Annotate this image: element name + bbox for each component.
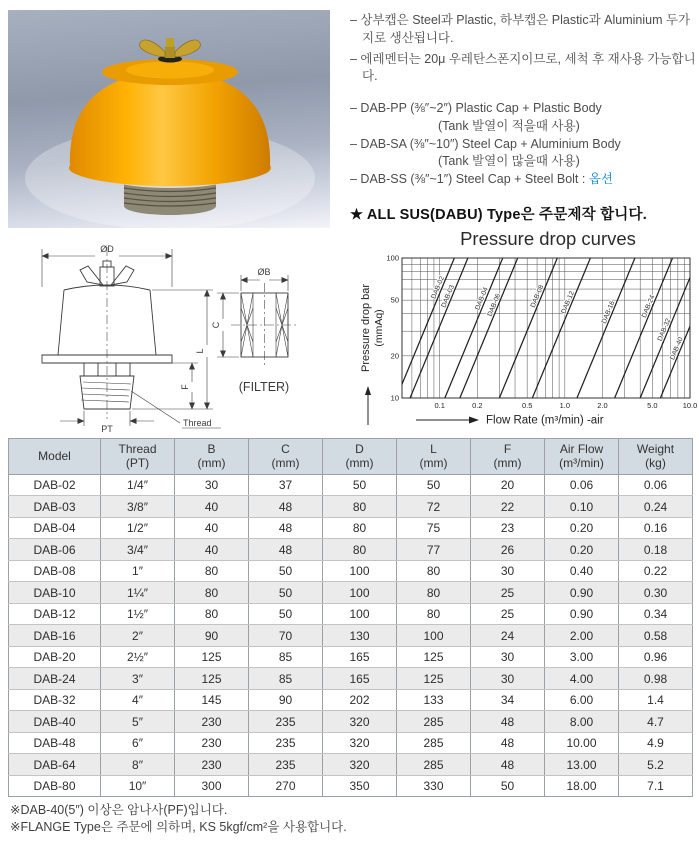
table-cell: 77 [397, 539, 471, 561]
model-variant-dab-pp: – DAB-PP (⅜″~2″) Plastic Cap + Plastic Body [350, 101, 602, 115]
table-cell: 48 [249, 496, 323, 518]
table-cell: DAB-02 [9, 474, 101, 496]
table-cell: 145 [175, 689, 249, 711]
table-cell: 3.00 [545, 646, 619, 668]
table-cell: 37 [249, 474, 323, 496]
table-cell: 80 [323, 517, 397, 539]
custom-order-note: ★ ALL SUS(DABU) Type은 주문제작 합니다. [350, 206, 647, 223]
table-cell: 48 [249, 517, 323, 539]
y-axis-label-units: (mmAq) [373, 309, 385, 347]
table-cell: 2½″ [101, 646, 175, 668]
model-variants [350, 100, 696, 189]
table-cell: DAB-64 [9, 754, 101, 776]
y-axis-arrowhead [365, 386, 371, 395]
table-cell: 50 [471, 775, 545, 797]
table-cell: 100 [323, 582, 397, 604]
column-header: Thread (PT) [101, 439, 175, 475]
table-cell: 0.58 [619, 625, 693, 647]
model-variant-note: (Tank 발열이 적을때 사용) [438, 118, 580, 133]
column-header: D (mm) [323, 439, 397, 475]
column-header: Air Flow (m³/min) [545, 439, 619, 475]
table-cell: 48 [471, 711, 545, 733]
table-cell: DAB-10 [9, 582, 101, 604]
dim-od-label: ØD [100, 244, 114, 254]
table-cell: 50 [397, 474, 471, 496]
table-cell: 30 [175, 474, 249, 496]
table-cell: 330 [397, 775, 471, 797]
table-cell: 3/8″ [101, 496, 175, 518]
table-cell: 8.00 [545, 711, 619, 733]
table-cell: 80 [175, 603, 249, 625]
table-row [9, 775, 693, 797]
table-cell: 72 [397, 496, 471, 518]
table-cell: 0.16 [619, 517, 693, 539]
x-tick-label: 1.0 [559, 401, 571, 410]
table-cell: 0.10 [545, 496, 619, 518]
table-cell: 0.20 [545, 539, 619, 561]
table-cell: 285 [397, 732, 471, 754]
table-row [9, 668, 693, 690]
table-row [9, 625, 693, 647]
table-cell: 125 [397, 646, 471, 668]
table-cell: 80 [397, 582, 471, 604]
table-cell: 13.00 [545, 754, 619, 776]
column-header: L (mm) [397, 439, 471, 475]
dim-c-label: C [211, 321, 221, 329]
table-row [9, 689, 693, 711]
dim-f-label: F [180, 384, 190, 390]
table-cell: 48 [471, 732, 545, 754]
table-cell: 350 [323, 775, 397, 797]
breather-photo-illustration [8, 10, 330, 228]
table-row [9, 646, 693, 668]
intro-text [350, 12, 696, 225]
wing-nut-top [166, 38, 174, 47]
table-cell: 5.2 [619, 754, 693, 776]
table-cell: 2.00 [545, 625, 619, 647]
bolt-stem [165, 46, 175, 58]
table-cell: 40 [175, 496, 249, 518]
table-cell: 100 [323, 560, 397, 582]
table-cell: 0.20 [545, 517, 619, 539]
table-cell: 1½″ [101, 603, 175, 625]
x-tick-label: 0.1 [434, 401, 445, 410]
footer-notes [10, 802, 347, 836]
thread-callout-label: Thread [183, 418, 212, 428]
table-cell: 125 [175, 668, 249, 690]
table-cell: 70 [249, 625, 323, 647]
curve-label: DAB-32 [656, 317, 673, 343]
x-axis-label: Flow Rate (m³/min) -air [486, 414, 604, 427]
table-cell: 125 [397, 668, 471, 690]
model-variant-dab-ss [350, 171, 696, 189]
table-cell: 235 [249, 732, 323, 754]
table-cell: 0.34 [619, 603, 693, 625]
dim-l-label: L [195, 348, 205, 354]
table-row [9, 560, 693, 582]
curve-label: DAB-06 [486, 292, 503, 318]
curve-label: DAB-16 [600, 300, 617, 325]
table-cell: 165 [323, 646, 397, 668]
filter-caption: (FILTER) [238, 380, 290, 394]
table-cell: 8″ [101, 754, 175, 776]
table-cell: 23 [471, 517, 545, 539]
table-cell: DAB-20 [9, 646, 101, 668]
table-cell: 90 [249, 689, 323, 711]
curve-label: DAB-08 [529, 284, 546, 309]
table-cell: 18.00 [545, 775, 619, 797]
table-cell: 75 [397, 517, 471, 539]
table-cell: 230 [175, 711, 249, 733]
table-cell: 22 [471, 496, 545, 518]
table-cell: 24 [471, 625, 545, 647]
table-cell: 80 [175, 582, 249, 604]
table-cell: DAB-06 [9, 539, 101, 561]
table-cell: 320 [323, 754, 397, 776]
table-cell: DAB-03 [9, 496, 101, 518]
thread-hatch [81, 382, 131, 402]
wing-nut-left [140, 40, 165, 57]
table-cell: 50 [249, 560, 323, 582]
footer-note: ※FLANGE Type은 주문에 의하며, KS 5kgf/cm²을 사용합니다. [10, 819, 347, 834]
cap-body [70, 70, 270, 186]
table-row [9, 474, 693, 496]
table-cell: 50 [249, 603, 323, 625]
column-header: C (mm) [249, 439, 323, 475]
table-cell: DAB-48 [9, 732, 101, 754]
option-highlight: 옵션 [588, 172, 613, 186]
table-cell: 165 [323, 668, 397, 690]
y-tick-label: 20 [390, 351, 399, 361]
table-cell: 90 [175, 625, 249, 647]
pressure-drop-chart-svg [358, 228, 699, 432]
table-row [9, 711, 693, 733]
table-cell: 40 [175, 539, 249, 561]
table-cell: 0.40 [545, 560, 619, 582]
curve-label: DAB-24 [640, 294, 657, 319]
table-cell: 40 [175, 517, 249, 539]
x-axis-arrowhead [469, 417, 479, 424]
table-cell: DAB-80 [9, 775, 101, 797]
table-cell: 10″ [101, 775, 175, 797]
table-cell: 270 [249, 775, 323, 797]
table-cell: 0.24 [619, 496, 693, 518]
column-header: B (mm) [175, 439, 249, 475]
x-tick-label: 2.0 [597, 401, 608, 410]
table-cell: DAB-04 [9, 517, 101, 539]
table-row [9, 754, 693, 776]
table-cell: 20 [471, 474, 545, 496]
table-cell: 100 [397, 625, 471, 647]
table-cell: 50 [249, 582, 323, 604]
cap-top-inner [126, 62, 214, 79]
table-cell: 130 [323, 625, 397, 647]
table-header-row [9, 439, 693, 475]
curve-DAB-08 [499, 258, 557, 398]
table-cell: 125 [175, 646, 249, 668]
table-cell: 202 [323, 689, 397, 711]
table-cell: 6.00 [545, 689, 619, 711]
table-cell: DAB-16 [9, 625, 101, 647]
table-cell: 0.96 [619, 646, 693, 668]
table-cell: 80 [397, 560, 471, 582]
table-cell: 3″ [101, 668, 175, 690]
column-header: Model [9, 439, 101, 475]
dim-pt-label: PT [101, 424, 113, 433]
table-row [9, 517, 693, 539]
table-cell: 0.90 [545, 582, 619, 604]
table-row [9, 582, 693, 604]
product-photo [8, 10, 330, 228]
table-cell: 0.06 [619, 474, 693, 496]
x-tick-label: 0.5 [521, 401, 533, 410]
chart-title: Pressure drop curves [460, 228, 636, 249]
table-cell: 1″ [101, 560, 175, 582]
y-tick-label: 10 [390, 393, 399, 403]
curve-DAB-04 [445, 258, 503, 398]
technical-drawing [0, 233, 360, 433]
table-cell: DAB-40 [9, 711, 101, 733]
table-cell: 3/4″ [101, 539, 175, 561]
footer-note: ※DAB-40(5″) 이상은 암나사(PF)입니다. [10, 803, 228, 817]
curve-DAB-16 [577, 258, 635, 398]
x-tick-label: 0.2 [472, 401, 483, 410]
curve-DAB-06 [460, 258, 518, 398]
table-cell: 30 [471, 560, 545, 582]
curve-label: DAB-02 [430, 275, 447, 301]
table-cell: DAB-12 [9, 603, 101, 625]
table-cell: 1/2″ [101, 517, 175, 539]
table-cell: 0.30 [619, 582, 693, 604]
table-row [9, 732, 693, 754]
table-cell: 85 [249, 646, 323, 668]
table-cell: 30 [471, 646, 545, 668]
table-cell: 7.1 [619, 775, 693, 797]
table-cell: 0.90 [545, 603, 619, 625]
table-cell: 230 [175, 754, 249, 776]
table-cell: DAB-08 [9, 560, 101, 582]
table-row [9, 603, 693, 625]
table-cell: 0.98 [619, 668, 693, 690]
y-tick-label: 100 [386, 253, 399, 263]
table-row [9, 539, 693, 561]
curve-label: DAB-04 [474, 286, 490, 312]
table-cell: 0.06 [545, 474, 619, 496]
curve-DAB-02 [396, 258, 457, 398]
curve-DAB-12 [529, 258, 590, 398]
intro-bullet: – 에레멘터는 20μ 우레탄스폰지이므로, 세척 후 재사용 가능합니다. [350, 51, 696, 84]
table-cell: DAB-32 [9, 689, 101, 711]
table-cell: 50 [323, 474, 397, 496]
table-cell: 4.00 [545, 668, 619, 690]
pressure-drop-chart [358, 228, 699, 432]
model-variant-dab-sa: – DAB-SA (⅜″~10″) Steel Cap + Aluminium Body [350, 136, 621, 151]
table-cell: 26 [471, 539, 545, 561]
table-cell: 80 [323, 539, 397, 561]
table-cell: 300 [175, 775, 249, 797]
table-cell: 285 [397, 711, 471, 733]
curve-label: DAB-12 [560, 290, 576, 315]
table-cell: 230 [175, 732, 249, 754]
table-cell: 30 [471, 668, 545, 690]
y-tick-label: 50 [390, 295, 399, 305]
table-cell: 48 [471, 754, 545, 776]
table-cell: 85 [249, 668, 323, 690]
table-cell: 4.7 [619, 711, 693, 733]
intro-bullet: – 상부캡은 Steel과 Plastic, 하부캡은 Plastic과 Aluminium 두가지로 생산됩니다. [350, 13, 691, 45]
table-cell: 320 [323, 711, 397, 733]
table-cell: 10.00 [545, 732, 619, 754]
table-cell: 1¼″ [101, 582, 175, 604]
table-cell: 80 [323, 496, 397, 518]
column-header: Weight (kg) [619, 439, 693, 475]
curve-label: DAB-03 [440, 284, 457, 309]
y-axis-label: Pressure drop bar [360, 283, 372, 373]
model-variant-note: (Tank 발열이 많을때 사용) [438, 154, 580, 169]
table-cell: 0.18 [619, 539, 693, 561]
table-cell: 133 [397, 689, 471, 711]
table-cell: 320 [323, 732, 397, 754]
table-cell: 80 [175, 560, 249, 582]
table-cell: 5″ [101, 711, 175, 733]
table-cell: 4″ [101, 689, 175, 711]
dimension-drawing [0, 233, 360, 433]
table-cell: 25 [471, 603, 545, 625]
spec-table [8, 438, 693, 797]
table-row [9, 496, 693, 518]
table-cell: 235 [249, 754, 323, 776]
table-cell: 48 [249, 539, 323, 561]
table-cell: 6″ [101, 732, 175, 754]
table-cell: 4.9 [619, 732, 693, 754]
table-cell: 2″ [101, 625, 175, 647]
model-variant-label: – DAB-SS (⅜″~1″) Steel Cap + Steel Bolt : [350, 172, 589, 186]
x-tick-label: 10.0 [682, 401, 698, 410]
table-cell: 80 [397, 603, 471, 625]
table-cell: 285 [397, 754, 471, 776]
table-cell: 0.22 [619, 560, 693, 582]
column-header: F (mm) [471, 439, 545, 475]
table-cell: 235 [249, 711, 323, 733]
table-cell: 100 [323, 603, 397, 625]
table-cell: 1.4 [619, 689, 693, 711]
curve-label: DAB-40 [669, 336, 685, 362]
table-cell: 25 [471, 582, 545, 604]
table-cell: DAB-24 [9, 668, 101, 690]
table-cell: 34 [471, 689, 545, 711]
wing-nut-right [175, 40, 200, 57]
table-cell: 1/4″ [101, 474, 175, 496]
x-tick-label: 5.0 [647, 401, 658, 410]
dim-ob-label: ØB [257, 267, 271, 277]
